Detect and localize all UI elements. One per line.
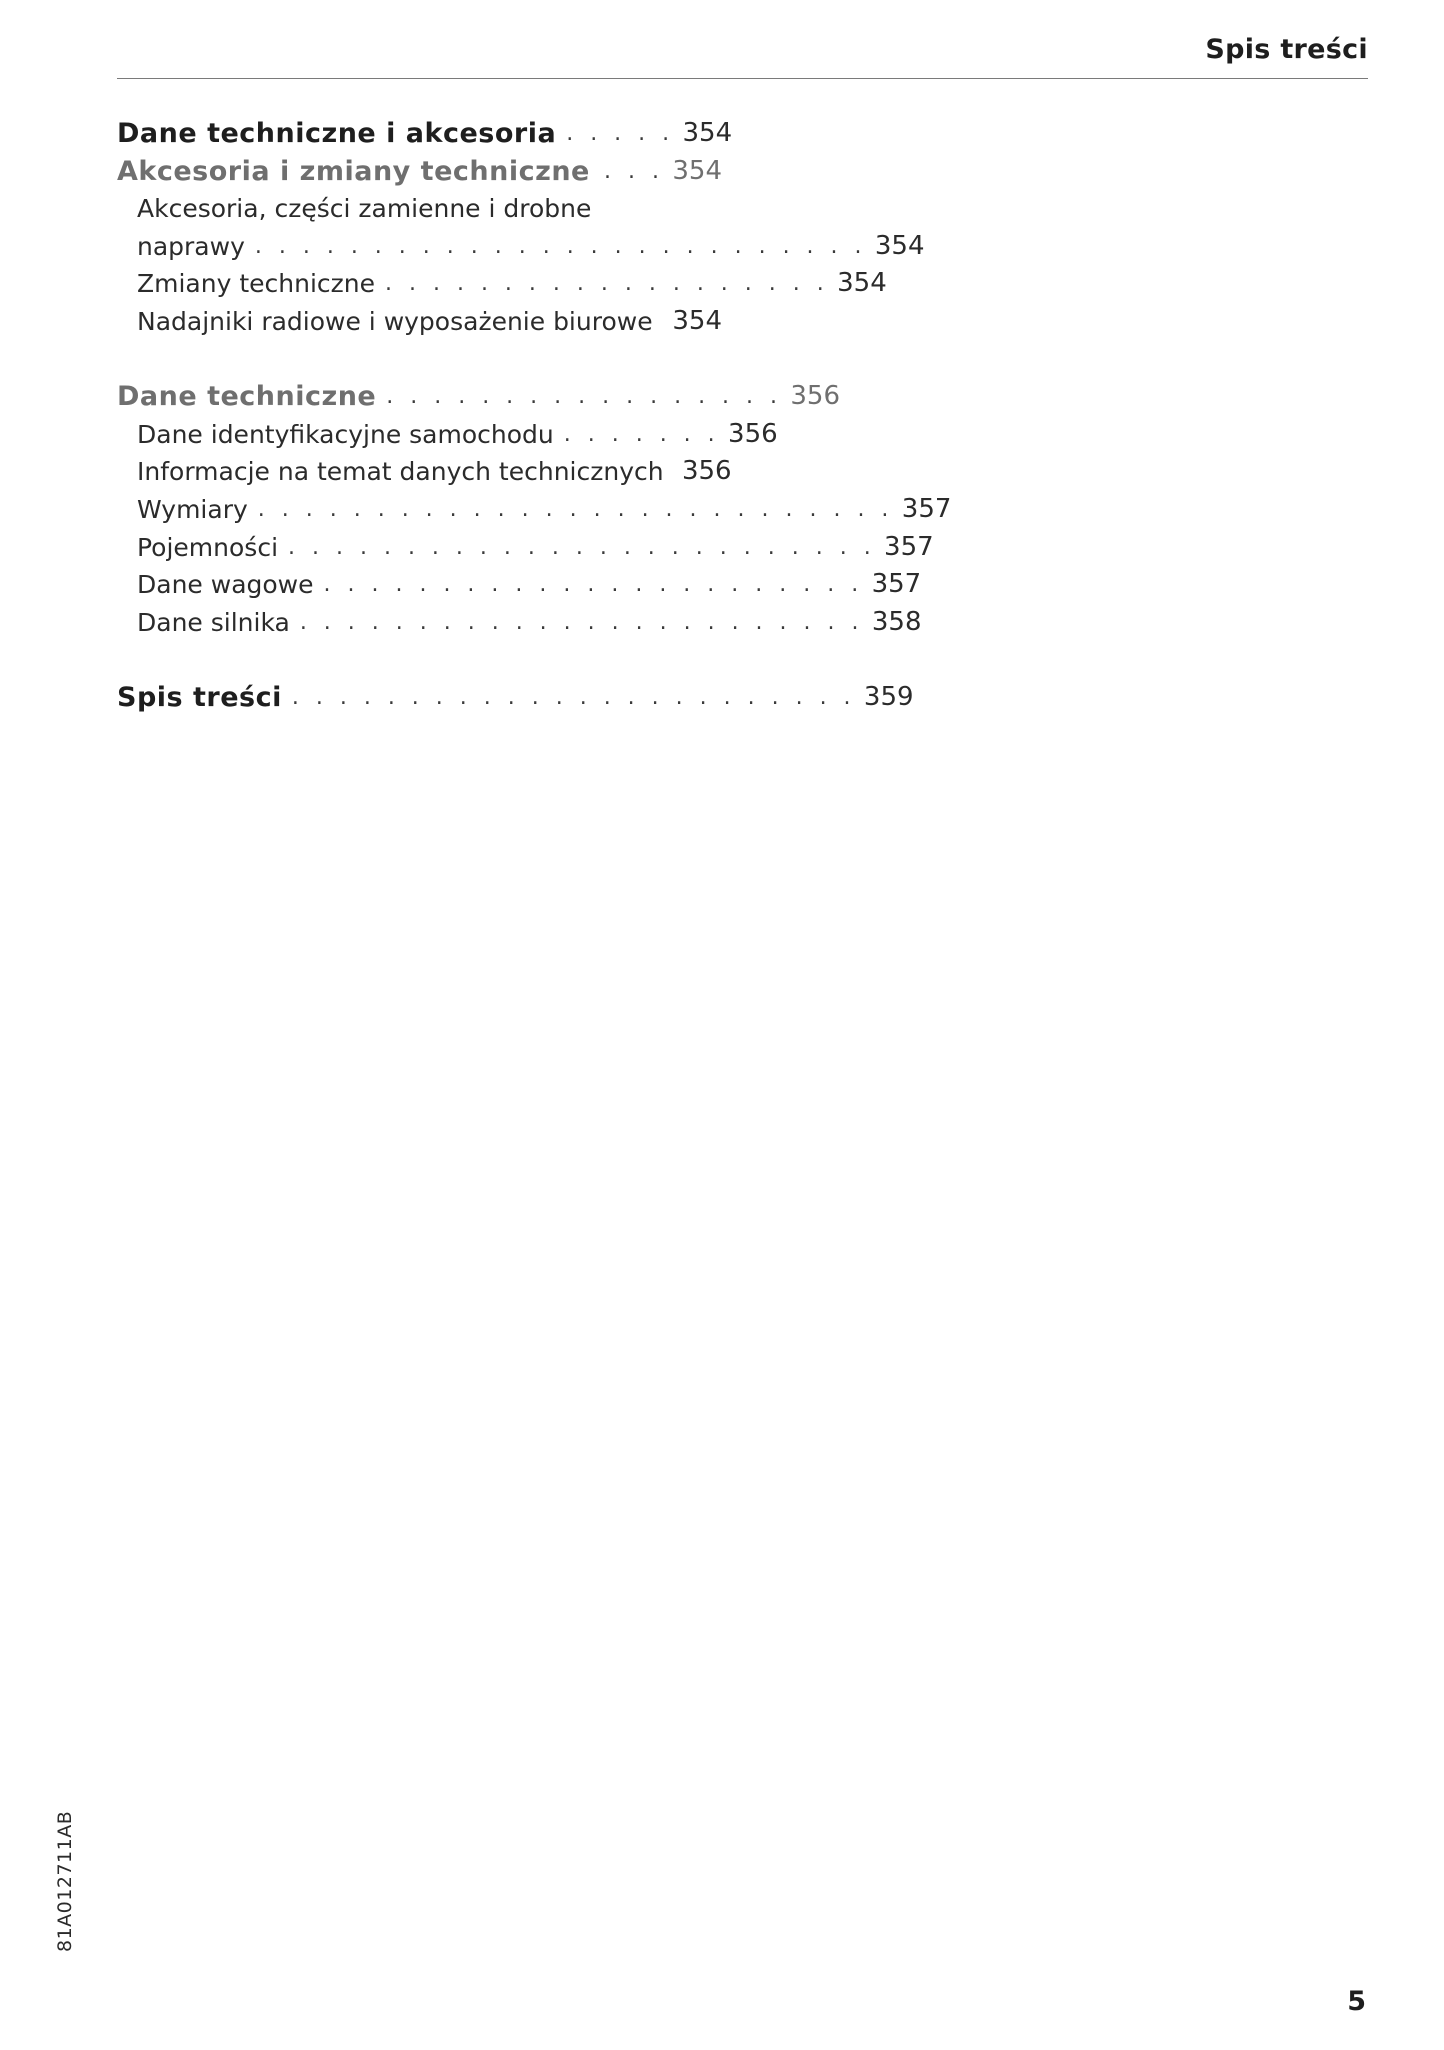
toc-entry-section[interactable]: [117, 153, 722, 191]
toc-entry-title: Dane silnika: [137, 607, 290, 637]
toc-entry-subsection[interactable]: [117, 566, 922, 604]
toc-leader-dots: . . . . . . . . . . . . . . . . . . . . . . . .: [291, 684, 856, 710]
toc-entry-subsection[interactable]: [117, 303, 722, 341]
toc-entry-title: Akcesoria i zmiany techniczne: [117, 155, 590, 187]
toc-entry-title-continued: naprawy: [137, 231, 245, 261]
toc-entry-title: Nadajniki radiowe i wyposażenie biurowe: [137, 306, 653, 336]
toc-entry-page: 354: [672, 305, 722, 336]
toc-entry-page: 356: [681, 456, 732, 487]
toc-leader-dots: . . .: [604, 158, 664, 184]
toc-entry-title: Dane identyfikacyjne samochodu: [137, 419, 554, 449]
toc-entry-title: Dane techniczne i akcesoria: [117, 118, 557, 149]
toc-entry-subsection-line2[interactable]: [117, 228, 925, 266]
toc-entry-subsection[interactable]: [117, 529, 934, 567]
toc-entry-page: 354: [874, 230, 925, 261]
toc-entry-subsection[interactable]: [117, 265, 887, 303]
toc-entry-title: Spis treści: [117, 681, 282, 713]
toc-leader-dots: . . . . . . .: [563, 421, 720, 447]
toc-entry-title: Zmiany techniczne: [137, 269, 375, 299]
toc-entry-page: 354: [837, 268, 887, 299]
toc-entry-title: Dane techniczne: [117, 381, 377, 413]
toc-entry-section[interactable]: [117, 378, 841, 416]
toc-entry-title: Akcesoria, części zamienne i drobne: [137, 194, 592, 224]
toc-entry-page: 356: [728, 418, 778, 449]
document-code: 81A012711AB: [54, 1810, 76, 1952]
toc-entry-page: 359: [863, 681, 914, 712]
toc-entry-subsection[interactable]: [117, 491, 952, 529]
toc-entry-subsection[interactable]: [117, 416, 778, 454]
toc-entry-title: Dane wagowe: [137, 570, 314, 600]
toc-entry-title: Informacje na temat danych technicznych: [137, 457, 664, 487]
toc-entry-page: 356: [790, 381, 841, 412]
toc-leader-dots: . . . . .: [566, 121, 675, 146]
toc-entry-page: 357: [884, 531, 934, 562]
toc-entry-subsection[interactable]: [117, 604, 922, 642]
page-number: 5: [1347, 1986, 1366, 2017]
toc-entry-page: 357: [901, 493, 952, 524]
toc-entry-title: Wymiary: [137, 494, 248, 524]
toc-leader-dots: . . . . . . . . . . . . . . . . . . . . . . . . . . .: [257, 496, 894, 522]
toc-entry-page: 354: [682, 118, 733, 148]
toc-entry-subsection[interactable]: [117, 453, 732, 491]
toc-leader-dots: . . . . . . . . . . . . . . . . . . . . . . . . .: [288, 534, 876, 560]
page-header-title: Spis treści: [1205, 34, 1368, 65]
toc-leader-dots: . . . . . . . . . . . . . . . . . . . . . . .: [323, 572, 864, 598]
toc-entry-chapter[interactable]: [117, 679, 914, 717]
toc-leader-dots: . . . . . . . . . . . . . . . . . . . . . . . . . .: [254, 233, 867, 259]
toc-entry-page: 358: [871, 606, 922, 637]
toc-leader-dots: . . . . . . . . . . . . . . . . . . .: [385, 271, 829, 297]
toc-entry-page: 357: [871, 569, 922, 600]
toc-entry-chapter[interactable]: [117, 115, 733, 153]
toc-entry-title: Pojemności: [137, 532, 279, 562]
toc-entry-subsection-line1[interactable]: [117, 190, 722, 228]
toc-leader-dots: . . . . . . . . . . . . . . . . . . . . . . . .: [299, 609, 864, 635]
toc-entry-page: 354: [672, 155, 722, 186]
header-divider: [117, 78, 1368, 79]
table-of-contents: [117, 115, 952, 717]
toc-leader-dots: . . . . . . . . . . . . . . . . .: [386, 384, 783, 410]
